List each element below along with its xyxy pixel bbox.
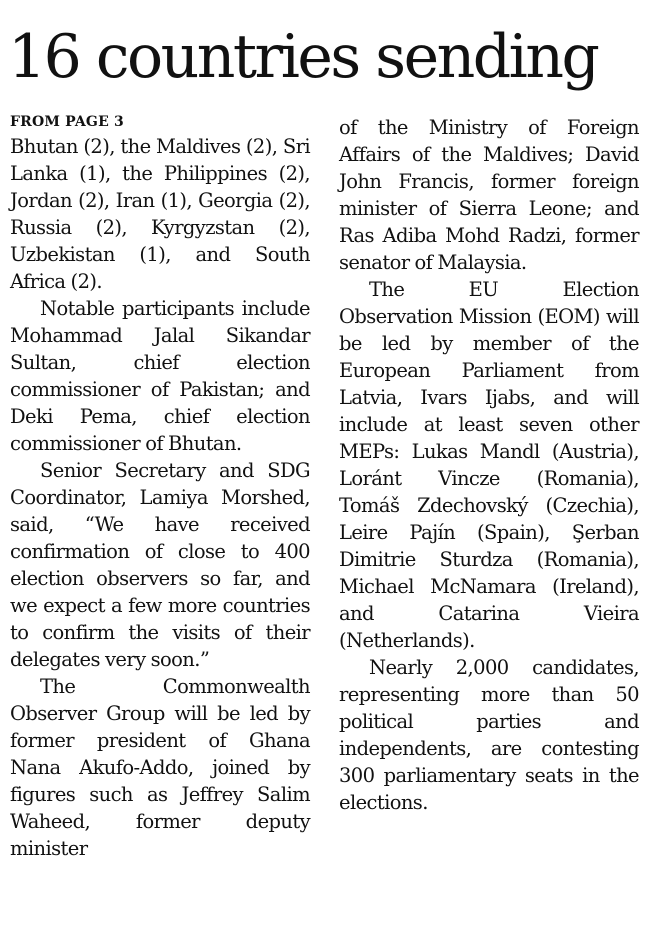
headline: 16 countries sending [8,22,598,92]
paragraph-continued-maldives: of the Ministry of Foreign Affairs of the Maldives; David John Francis, former foreign minister of Sierra Leone; and Ras Adiba Mohd Radzi, former senator of Malaysia. [339,116,639,274]
continuation-kicker: FROM PAGE 3 [10,114,124,130]
paragraph-quote-morshed: Senior Secretary and SDG Coordinator, Lamiya Morshed, said, “We have received confirmation of close to 400 election observers so far, and we expect a few more countries to confirm the visits of their delegates very soon.” [10,459,310,671]
paragraph-eu-mission: The EU Election Observation Mission (EOM) will be led by member of the European Parliament from Latvia, Ivars Ijabs, and will include at least seven other MEPs: Lukas Mandl (Austria), Loránt Vincze (Romania), Tomáš Zdechovský (Czechia), Leire Pajín (Spain), Şerban Dimitrie Sturdza (Romania), Michael McNamara (Ireland), and Catarina Vieira (Netherlands). [339,278,639,652]
paragraph-notable-participants: Notable participants include Mohammad Jalal Sikandar Sultan, chief election commissioner of Pakistan; and Deki Pema, chief election commissioner of Bhutan. [10,297,310,455]
article-column-right [339,114,639,816]
paragraph-country-list: Bhutan (2), the Maldives (2), Sri Lanka (1), the Philippines (2), Jordan (2), Iran (1), Georgia (2), Russia (2), Kyrgyzstan (2), Uzbekistan (1), and South Africa (2). [10,135,310,293]
paragraph-commonwealth-group: The Commonwealth Observer Group will be led by former president of Ghana Nana Akufo-Addo, joined by figures such as Jeffrey Salim Waheed, former deputy minister [10,675,310,860]
paragraph-candidates: Nearly 2,000 candidates, representing more than 50 political parties and independents, are contesting 300 parliamentary seats in the elections. [339,656,639,814]
article-column-left [10,114,310,862]
